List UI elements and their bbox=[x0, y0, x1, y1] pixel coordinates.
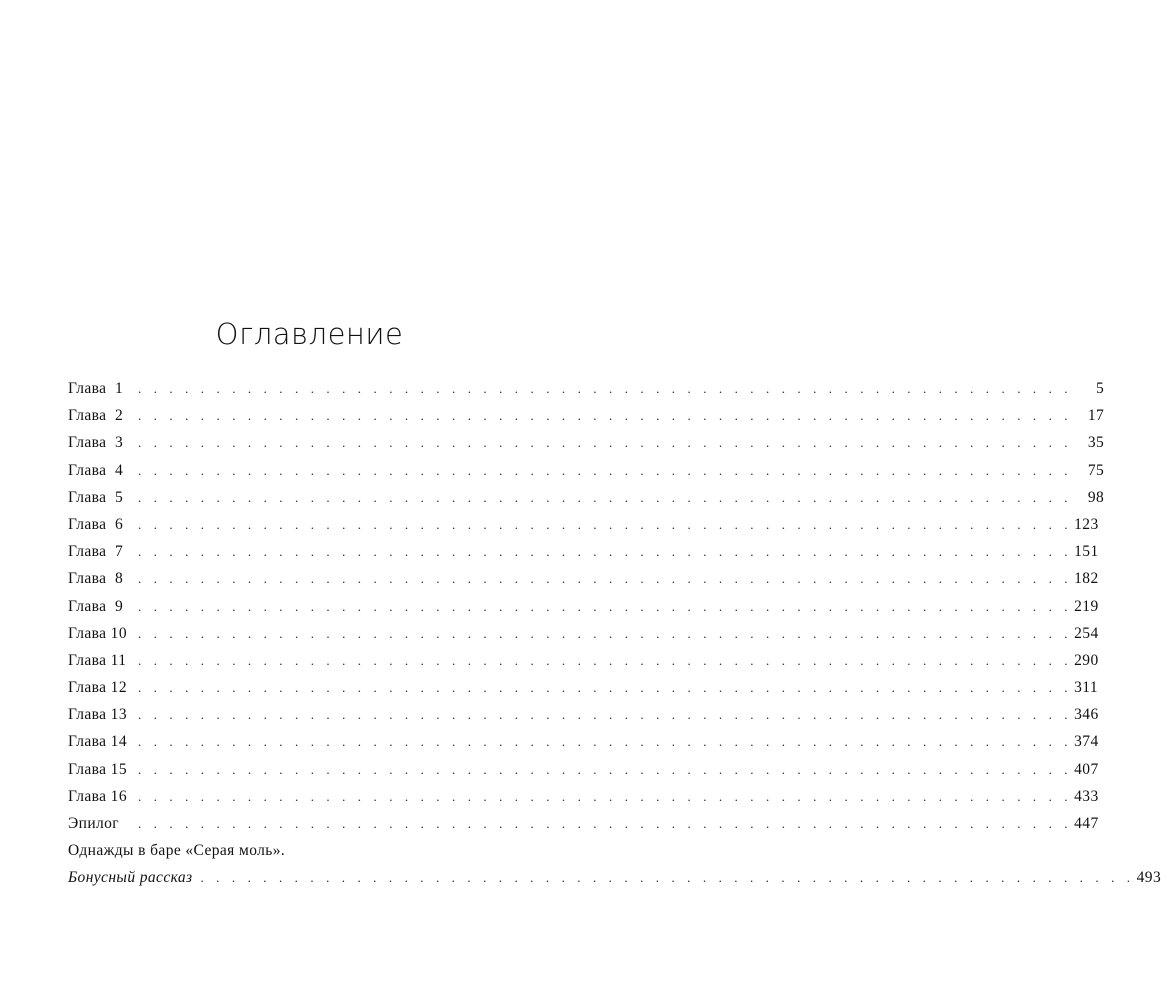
toc-entry-page: 290 bbox=[1074, 651, 1099, 669]
toc-entry-chapter-16[interactable] bbox=[68, 783, 1099, 810]
dot-leader: . . . . . . . . . . . . . . . . . . . . . . . . . . . . . . . . . . . . . . . . . . . . . . . . . . . . . . . . . . . . bbox=[138, 598, 1073, 614]
toc-entry-page: 151 bbox=[1074, 543, 1099, 561]
toc-bonus-heading: Однажды в баре «Серая моль». bbox=[68, 842, 286, 860]
toc-entry-label: Глава 8 bbox=[68, 570, 124, 588]
toc-entry-page: 219 bbox=[1074, 597, 1099, 615]
toc-entry-label: Глава 12 bbox=[68, 679, 127, 697]
toc-entry-label: Глава 13 bbox=[68, 706, 127, 724]
dot-leader: . . . . . . . . . . . . . . . . . . . . . . . . . . . . . . . . . . . . . . . . . . . . . . . . . . . . . . . . . . . . bbox=[138, 408, 1073, 424]
toc-entry-chapter-3[interactable] bbox=[68, 429, 1105, 456]
toc-entry-page: 17 bbox=[1087, 407, 1105, 425]
toc-entry-chapter-2[interactable] bbox=[68, 402, 1105, 429]
toc-entry-bonus-story[interactable] bbox=[68, 864, 1161, 891]
toc-entry-page: 5 bbox=[1096, 380, 1105, 397]
toc-entry-page: 182 bbox=[1074, 570, 1099, 588]
toc-entry-label: Бонусный рассказ bbox=[68, 869, 193, 887]
toc-entry-page: 407 bbox=[1074, 760, 1099, 778]
toc-entry-label: Эпилог bbox=[68, 815, 120, 832]
toc-entry-chapter-12[interactable] bbox=[68, 674, 1099, 701]
toc-entry-label: Глава 4 bbox=[68, 461, 124, 479]
toc-entry-chapter-1[interactable] bbox=[68, 375, 1105, 402]
dot-leader: . . . . . . . . . . . . . . . . . . . . . . . . . . . . . . . . . . . . . . . . . . . . . . . . . . . . . . . . . . . . bbox=[138, 625, 1073, 641]
toc-entry-chapter-9[interactable] bbox=[68, 593, 1099, 620]
toc-entry-page: 75 bbox=[1087, 461, 1105, 479]
toc-entry-chapter-7[interactable] bbox=[68, 538, 1099, 565]
dot-leader: . . . . . . . . . . . . . . . . . . . . . . . . . . . . . . . . . . . . . . . . . . . . . . . . . . . . . . . . . . . . bbox=[138, 788, 1073, 804]
toc-entry-chapter-8[interactable] bbox=[68, 565, 1099, 592]
toc-entry-chapter-5[interactable] bbox=[68, 484, 1105, 511]
dot-leader: . . . . . . . . . . . . . . . . . . . . . . . . . . . . . . . . . . . . . . . . . . . . . . . . . . . . . . . . . . . . bbox=[138, 544, 1073, 560]
toc-entry-page: 374 bbox=[1074, 733, 1099, 751]
dot-leader: . . . . . . . . . . . . . . . . . . . . . . . . . . . . . . . . . . . . . . . . . . . . . . . . . . . . . . . . . . . . bbox=[138, 761, 1073, 777]
toc-entry-chapter-10[interactable] bbox=[68, 620, 1099, 647]
toc-entry-label: Глава 16 bbox=[68, 787, 127, 805]
toc-entry-page: 311 bbox=[1074, 679, 1099, 697]
toc-entry-chapter-4[interactable] bbox=[68, 457, 1105, 484]
dot-leader: . . . . . . . . . . . . . . . . . . . . . . . . . . . . . . . . . . . . . . . . . . . . . . . . . . . . . . . . . . . . bbox=[138, 381, 1073, 396]
dot-leader: . . . . . . . . . . . . . . . . . . . . . . . . . . . . . . . . . . . . . . . . . . . . . . . . . . . . . . . . . . . . bbox=[138, 707, 1073, 723]
toc-entry-page: 254 bbox=[1074, 624, 1099, 642]
dot-leader: . . . . . . . . . . . . . . . . . . . . . . . . . . . . . . . . . . . . . . . . . . . . . . . . . . . . . . . . . . . . bbox=[138, 734, 1073, 750]
toc-entry-label: Глава 1 bbox=[68, 380, 124, 397]
toc-entry-label: Глава 5 bbox=[68, 488, 124, 506]
toc-entry-label: Глава 11 bbox=[68, 651, 127, 669]
toc-entry-page: 346 bbox=[1074, 706, 1099, 724]
toc-entry-chapter-14[interactable] bbox=[68, 728, 1099, 755]
toc-entry-label: Глава 15 bbox=[68, 760, 127, 778]
dot-leader: . . . . . . . . . . . . . . . . . . . . . . . . . . . . . . . . . . . . . . . . . . . . . . . . . . . . . . . . . . . . bbox=[200, 870, 1135, 886]
dot-leader: . . . . . . . . . . . . . . . . . . . . . . . . . . . . . . . . . . . . . . . . . . . . . . . . . . . . . . . . . . . . bbox=[138, 680, 1073, 696]
dot-leader: . . . . . . . . . . . . . . . . . . . . . . . . . . . . . . . . . . . . . . . . . . . . . . . . . . . . . . . . . . . . bbox=[138, 489, 1073, 505]
dot-leader: . . . . . . . . . . . . . . . . . . . . . . . . . . . . . . . . . . . . . . . . . . . . . . . . . . . . . . . . . . . . bbox=[138, 571, 1073, 587]
dot-leader: . . . . . . . . . . . . . . . . . . . . . . . . . . . . . . . . . . . . . . . . . . . . . . . . . . . . . . . . . . . . bbox=[138, 435, 1073, 451]
toc-entry-label: Глава 9 bbox=[68, 597, 124, 615]
toc-entry-chapter-6[interactable] bbox=[68, 511, 1099, 538]
dot-leader: . . . . . . . . . . . . . . . . . . . . . . . . . . . . . . . . . . . . . . . . . . . . . . . . . . . . . . . . . . . . bbox=[138, 816, 1073, 831]
dot-leader: . . . . . . . . . . . . . . . . . . . . . . . . . . . . . . . . . . . . . . . . . . . . . . . . . . . . . . . . . . . . bbox=[138, 462, 1073, 478]
toc-entry-label: Глава 6 bbox=[68, 515, 124, 533]
table-of-contents bbox=[68, 375, 1161, 892]
toc-entry-epilogue[interactable] bbox=[68, 810, 1099, 837]
toc-entry-chapter-13[interactable] bbox=[68, 701, 1099, 728]
toc-entry-page: 433 bbox=[1074, 787, 1099, 805]
toc-entry-page: 123 bbox=[1074, 515, 1099, 533]
toc-entry-page: 35 bbox=[1087, 434, 1105, 452]
toc-entry-label: Глава 2 bbox=[68, 407, 124, 425]
toc-entry-page: 493 bbox=[1136, 869, 1161, 887]
toc-entry-label: Глава 3 bbox=[68, 434, 124, 452]
dot-leader: . . . . . . . . . . . . . . . . . . . . . . . . . . . . . . . . . . . . . . . . . . . . . . . . . . . . . . . . . . . . bbox=[138, 652, 1073, 668]
toc-entry-chapter-15[interactable] bbox=[68, 756, 1099, 783]
toc-entry-page: 447 bbox=[1074, 815, 1099, 832]
toc-entry-label: Глава 14 bbox=[68, 733, 127, 751]
toc-entry-label: Глава 10 bbox=[68, 624, 127, 642]
dot-leader: . . . . . . . . . . . . . . . . . . . . . . . . . . . . . . . . . . . . . . . . . . . . . . . . . . . . . . . . . . . . bbox=[138, 516, 1073, 532]
toc-entry-page: 98 bbox=[1087, 488, 1105, 506]
toc-entry-chapter-11[interactable] bbox=[68, 647, 1099, 674]
toc-entry-label: Глава 7 bbox=[68, 543, 124, 561]
toc-title: Оглавление bbox=[215, 317, 404, 351]
